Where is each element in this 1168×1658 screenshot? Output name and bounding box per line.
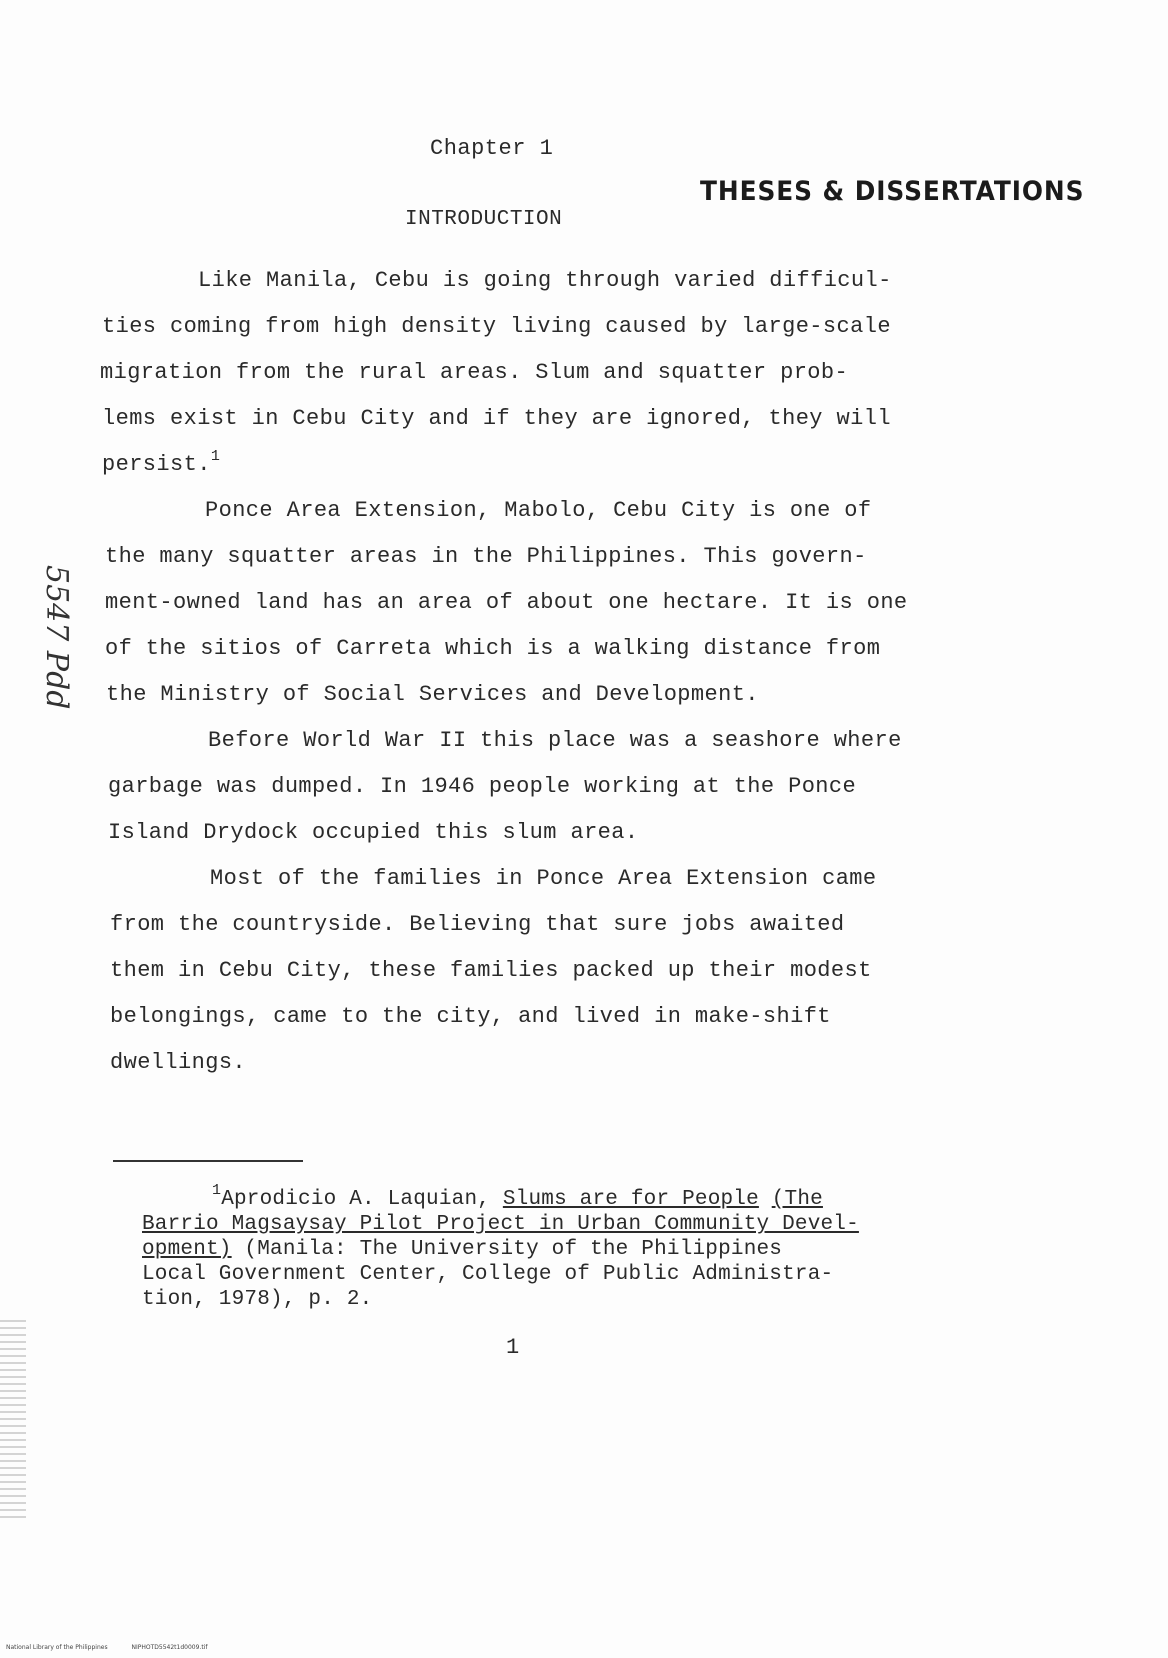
paragraph-line-text: persist. — [102, 452, 211, 477]
paragraph-line: the many squatter areas in the Philippines. This govern- — [105, 544, 867, 569]
scan-edge-noise — [0, 1320, 26, 1520]
footnote-line: tion, 1978), p. 2. — [142, 1288, 373, 1311]
library-stamp: THESES & DISSERTATIONS — [700, 176, 1085, 207]
footnote-publisher: (Manila: The University of the Philippines — [231, 1238, 783, 1261]
paragraph-line: Before World War II this place was a seashore where — [208, 728, 902, 753]
section-title: INTRODUCTION — [405, 208, 563, 231]
paragraph-line — [102, 448, 221, 480]
paragraph-line: of the sitios of Carreta which is a walking distance from — [105, 636, 881, 661]
footnote-line: Barrio Magsaysay Pilot Project in Urban Community Devel- — [142, 1213, 859, 1236]
footnote-marker: 1 — [212, 1182, 222, 1199]
footnote-book-title: Slums are for People — [502, 1188, 759, 1211]
paragraph-line: ties coming from high density living caused by large-scale — [102, 314, 891, 339]
paragraph-line: dwellings. — [110, 1050, 247, 1075]
chapter-label: Chapter 1 — [430, 136, 554, 161]
scan-footer — [6, 1644, 229, 1651]
footnote-reference: 1 — [210, 448, 221, 465]
footer-file-id: NIPHOTD5542t1d0009.tif — [131, 1644, 208, 1651]
page-number: 1 — [506, 1335, 520, 1360]
footnote-line — [212, 1182, 823, 1213]
paragraph-line: belongings, came to the city, and lived in make-shift — [110, 1004, 831, 1029]
paragraph-line: migration from the rural areas. Slum and squatter prob- — [100, 360, 849, 385]
paragraph-line: the Ministry of Social Services and Development. — [106, 682, 759, 707]
paragraph-line: from the countryside. Believing that sure jobs awaited — [110, 912, 845, 937]
paragraph-line: them in Cebu City, these families packed up their modest — [110, 958, 872, 983]
footnote-subtitle-start: (The — [771, 1188, 823, 1211]
footnote-line — [142, 1238, 782, 1262]
paragraph-line: Most of the families in Ponce Area Extension came — [210, 866, 877, 891]
paragraph-line: Like Manila, Cebu is going through varied difficul- — [198, 268, 892, 293]
footnote-divider — [113, 1160, 303, 1162]
footnote-author: Aprodicio A. Laquian, — [221, 1188, 503, 1211]
paragraph-line: Island Drydock occupied this slum area. — [108, 820, 639, 845]
paragraph-line: garbage was dumped. In 1946 people working at the Ponce — [108, 774, 857, 799]
footnote-subtitle-end: opment) — [142, 1238, 232, 1261]
paragraph-line: ment-owned land has an area of about one hectare. It is one — [105, 590, 908, 615]
handwritten-margin-note: 5547 Pdd — [39, 565, 74, 710]
footer-library-name: National Library of the Philippines — [6, 1644, 108, 1651]
paragraph-line: Ponce Area Extension, Mabolo, Cebu City is one of — [205, 498, 872, 523]
paragraph-line: lems exist in Cebu City and if they are ignored, they will — [102, 406, 891, 431]
footnote-line: Local Government Center, College of Public Administra- — [142, 1263, 834, 1286]
